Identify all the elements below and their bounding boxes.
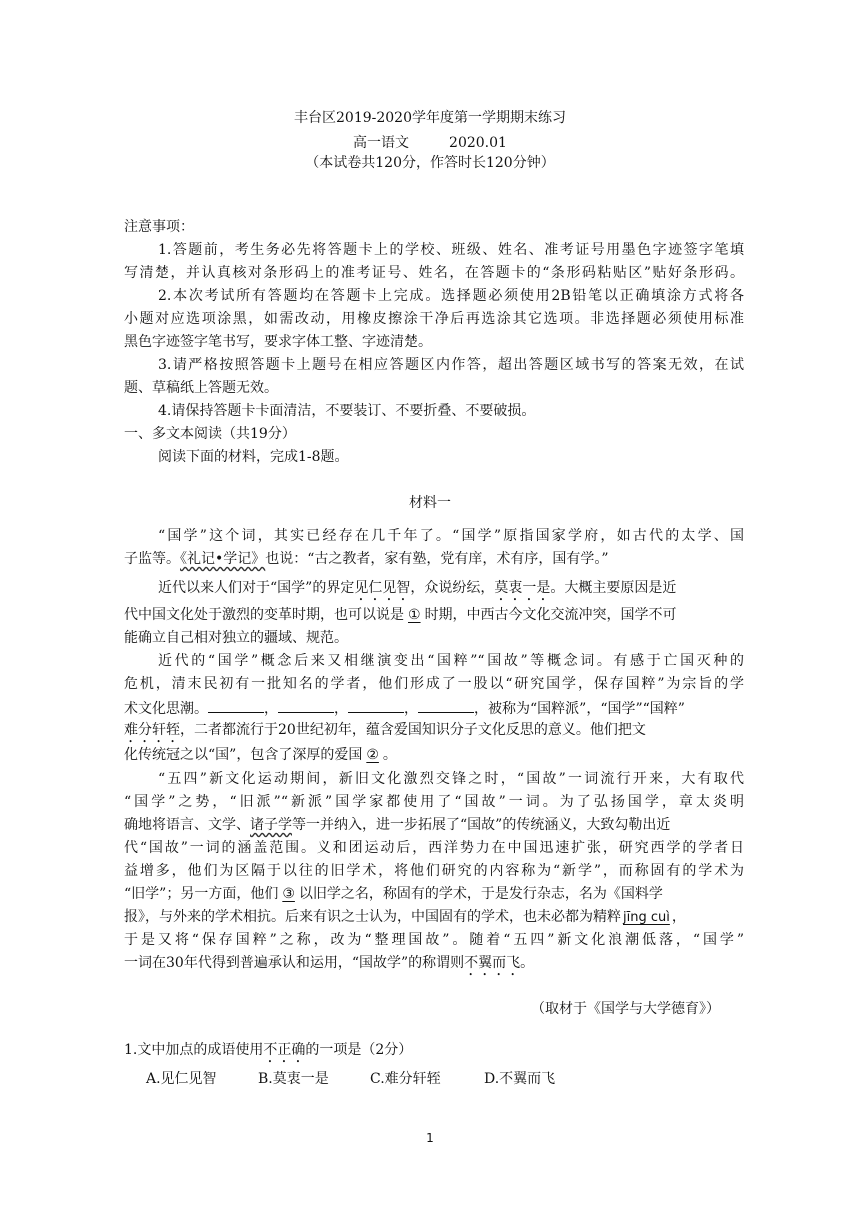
text-span: 一词在30年代得到普遍承认和运用，“国故学”的称谓则 xyxy=(124,955,465,971)
text-span: ，众说纷纭， xyxy=(410,580,495,596)
para3-line4 xyxy=(124,720,744,746)
option-a[interactable]: A.见仁见智 xyxy=(146,1071,217,1087)
notice-item-2b: 小题对应选项涂黑，如需改动，用橡皮擦涂干净后再选涂其它选项。非选择题必须使用标准 xyxy=(124,311,744,327)
text-span: 术文化思潮。 xyxy=(124,701,208,717)
para3-line3: 术文化思潮。 ， ， ， ，被称为“国粹派”，“国学”“国粹” xyxy=(124,697,744,719)
option-b[interactable]: B.莫衷一是 xyxy=(258,1071,329,1087)
emphasis-dotted: 不正确 xyxy=(263,1042,306,1058)
notice-item-3b: 题、草稿纸上答题无效。 xyxy=(124,380,278,396)
para4-line5: 益增多，他们为区隔于以往的旧学术，将他们研究的内容称为“新学”，而称固有的学术为 xyxy=(124,863,744,879)
para4-line2: “国学”之势，“旧派”“新派”国学家都使用了“国故”一词。为了弘扬国学，章太炎明 xyxy=(124,794,744,810)
text-span: ，被称为“国粹派”，“国学”“国粹” xyxy=(474,701,685,717)
para1-line1: “国学”这个词，其实已经存在几千年了。“国学”原指国家学府，如古代的太学、国 xyxy=(158,528,744,544)
material-source: （取材于《国学与大学德育》） xyxy=(531,1001,720,1017)
text-span: 。 xyxy=(520,955,535,971)
para4-line7 xyxy=(124,907,744,928)
idiom-dotted-4: 不翼而飞 xyxy=(464,955,521,971)
notice-item-3a: 3.请严格按照答题卡上题号在相应答题区内作答，超出答题区域书写的答案无效，在试 xyxy=(158,357,744,373)
question-1-stem xyxy=(124,1040,744,1066)
option-c[interactable]: C.难分轩轾 xyxy=(370,1071,441,1087)
text-span: ， xyxy=(671,909,686,925)
notice-item-2a: 2.本次考试所有答题均在答题卡上完成。选择题必须使用2B铅笔以正确填涂方式将各 xyxy=(158,288,744,304)
para3-line1: 近代的“国学”概念后来又相继演变出“国粹”“国故”等概念词。有感于亡国灭种的 xyxy=(158,653,744,669)
notice-item-4: 4.请保持答题卡卡面清洁，不要装订、不要折叠、不要破损。 xyxy=(158,403,536,419)
text-span: 。 xyxy=(382,747,397,763)
text-span: 确地将语言、文学、 xyxy=(124,817,250,833)
text-span: 报》，与外来的学术相抗。后来有识之士认为，中国固有的学术，也未必都为精粹 xyxy=(124,909,621,925)
text-span: 等一并纳入，进一步拓展了“国故”的传统涵义，大致勾勒出近 xyxy=(292,817,671,833)
blank-1: ① xyxy=(408,607,421,623)
question-1-options xyxy=(146,1068,555,1088)
text-span: 也说：“古之教者，家有塾，党有庠，术有序，国有学。” xyxy=(265,551,609,567)
material-heading: 材料一 xyxy=(409,495,451,511)
blank-2: ② xyxy=(366,747,379,763)
answer-blank xyxy=(348,697,404,713)
section-instruction: 阅读下面的材料，完成1-8题。 xyxy=(158,449,349,465)
text-span: 时期，中西古今文化交流冲突，国学不可 xyxy=(424,607,677,623)
blank-3: ③ xyxy=(282,886,295,902)
answer-blank xyxy=(208,697,264,713)
para4-line6 xyxy=(124,884,744,904)
notice-heading: 注意事项： xyxy=(124,219,194,235)
text-span: 。大概主要原因是近 xyxy=(550,580,677,596)
para1-line2 xyxy=(124,549,744,569)
notice-item-1a: 1.答题前，考生务必先将答题卡上的学校、班级、姓名、准考证号用墨色字迹签字笔填 xyxy=(158,242,744,258)
para4-line4: 代“国故”一词的涵盖范围。义和团运动后，西洋势力在中国迅速扩张，研究西学的学者日 xyxy=(124,840,744,856)
para3-line5 xyxy=(124,745,744,765)
para2-line2 xyxy=(124,605,744,625)
answer-blank xyxy=(278,697,334,713)
exam-date: 2020.01 xyxy=(449,135,507,151)
term-wavy: 诸子学 xyxy=(250,817,292,833)
text-span: 以旧学之名，称固有的学术，于是发行杂志，名为《国料学 xyxy=(298,886,663,902)
text-span: 近代以来人们对于“国学”的界定 xyxy=(158,580,355,596)
subject: 高一语文 xyxy=(353,135,410,151)
idiom-dotted-3: 难分轩轾 xyxy=(124,722,180,738)
option-d[interactable]: D.不翼而飞 xyxy=(484,1071,556,1087)
exam-title: 丰台区2019-2020学年度第一学期期末练习 xyxy=(294,110,566,126)
para2-line3: 能确立自己相对独立的疆域、规范。 xyxy=(124,630,348,646)
subject-line xyxy=(0,132,860,152)
answer-blank xyxy=(418,697,474,713)
text-span: ，二者都流行于20世纪初年，蕴含爱国知识分子文化反思的意义。他们把文 xyxy=(180,722,646,738)
para4-line8: 于是又将“保存国粹”之称，改为“整理国故”。随着“五四”新文化浪潮低落，“国学” xyxy=(124,932,744,948)
page-number: 1 xyxy=(426,1131,434,1145)
para2-line1 xyxy=(158,578,744,604)
para4-line9 xyxy=(124,953,744,979)
book-title-wavy: 《礼记•学记》 xyxy=(180,551,266,567)
text-span: 1.文中加点的成语使用 xyxy=(124,1042,264,1058)
text-span: 子监等。 xyxy=(124,551,180,567)
para3-line2: 危机，清末民初有一批知名的学者，他们形成了一股以“研究国学，保存国粹”为宗旨的学 xyxy=(124,676,744,692)
para4-line1: “五四”新文化运动期间，新旧文化激烈交锋之时，“国故”一词流行开来，大有取代 xyxy=(158,771,744,787)
section-title: 一、多文本阅读（共19分） xyxy=(124,426,296,442)
para4-line3 xyxy=(124,815,744,835)
text-span: 代中国文化处于激烈的变革时期，也可以说是 xyxy=(124,607,404,623)
notice-item-2c: 黑色字迹签字笔书写，要求字体工整、字迹清楚。 xyxy=(124,334,432,350)
exam-note: （本试卷共120分，作答时长120分钟） xyxy=(305,155,555,171)
text-span: “旧学”；另一方面，他们 xyxy=(124,886,279,902)
idiom-dotted-2: 莫衷一是 xyxy=(494,580,551,596)
pinyin-underlined: jīng cuì xyxy=(623,910,670,925)
text-span: 的一项是（2分） xyxy=(305,1042,413,1058)
text-span: 化传统冠之以“国”，包含了深厚的爱国 xyxy=(124,747,363,763)
notice-item-1b: 写清楚，并认真核对条形码上的准考证号、姓名，在答题卡的“条形码粘贴区”贴好条形码。 xyxy=(124,265,744,281)
idiom-dotted-1: 见仁见智 xyxy=(354,580,411,596)
